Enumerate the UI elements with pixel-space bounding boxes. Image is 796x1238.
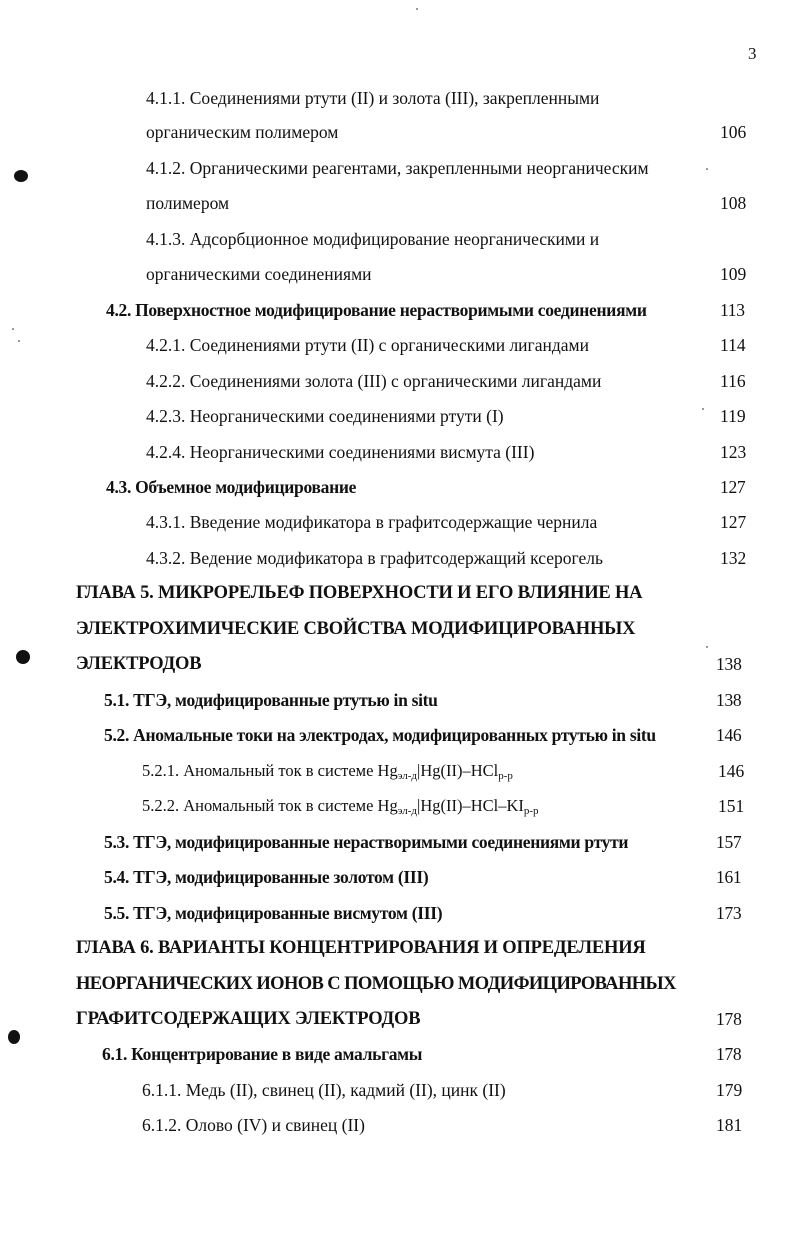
toc-chapter-title: ЭЛЕКТРОХИМИЧЕСКИЕ СВОЙСТВА МОДИФИЦИРОВАННЫХ [76,619,636,639]
page-number: 3 [748,44,757,63]
scan-speck [706,646,708,648]
toc-entry-title: органическими соединениями [146,264,372,284]
scan-speck [416,8,418,10]
toc-chapter-title: НЕОРГАНИЧЕСКИХ ИОНОВ С ПОМОЩЬЮ МОДИФИЦИРОВАННЫХ [76,974,676,994]
toc-entry-page: 157 [716,832,742,852]
toc-entry-title: 4.2. Поверхностное модифицирование нерастворимыми соединениями [106,300,647,320]
toc-entry-page: 114 [720,335,746,355]
toc-entry-title: 4.1.3. Адсорбционное модифицирование неорганическими и [146,229,600,249]
toc-entry-page: 138 [716,690,742,710]
toc-entry-title: 4.1.1. Соединениями ртути (II) и золота (III), закрепленными [146,88,600,108]
punch-hole-mark [16,650,30,664]
toc-entry-page: 123 [720,442,747,462]
scan-speck [18,340,20,342]
toc-entry-page: 151 [718,796,745,816]
toc-entry-title: 5.1. ТГЭ, модифицированные ртутью in situ [104,690,438,710]
toc-entry-title: 6.1.2. Олово (IV) и свинец (II) [142,1115,365,1135]
toc-entry-page: 138 [716,654,742,674]
punch-hole-mark [8,1030,20,1044]
scan-speck [12,328,14,330]
toc-chapter-title: ГРАФИТСОДЕРЖАЩИХ ЭЛЕКТРОДОВ [76,1009,421,1029]
toc-entry-title: 5.2.1. Аномальный ток в системе $Hg_{эл-д}|Hg(II)-HCl_{р-р}$ [142,761,513,782]
toc-entry-title: 6.1.1. Медь (II), свинец (II), кадмий (II), цинк (II) [142,1080,506,1100]
toc-entry-page: 146 [716,725,742,745]
toc-entry-title: 6.1. Концентрирование в виде амальгамы [102,1044,423,1064]
toc-entry-title: 4.2.3. Неорганическими соединениями ртути (I) [146,406,504,426]
toc-entry-title: 4.3. Объемное модифицирование [106,477,357,497]
toc-entry-page: 119 [720,406,746,426]
toc-entry-page: 179 [716,1080,743,1100]
toc-chapter-title: ЭЛЕКТРОДОВ [76,654,202,674]
toc-entry-title: органическим полимером [146,122,339,142]
toc-entry-page: 108 [720,193,747,213]
toc-entry-title: 5.4. ТГЭ, модифицированные золотом (III) [104,867,429,887]
toc-entry-title: 5.3. ТГЭ, модифицированные нерастворимыми соединениями ртути [104,832,629,852]
toc-entry-page: 127 [720,477,746,497]
toc-entry-title: 5.2.2. Аномальный ток в системе $Hg_{эл-д}|Hg(II)-HCl-KI_{р-р}$ [142,796,539,817]
toc-entry-title: 4.2.1. Соединениями ртути (II) с органическими лигандами [146,335,589,355]
toc-entry-title: полимером [146,193,230,213]
toc-entry-title: 4.2.4. Неорганическими соединениями висмута (III) [146,442,535,462]
toc-entry-page: 106 [720,122,747,142]
punch-hole-mark [14,170,28,182]
toc-entry-page: 132 [720,548,747,568]
toc-entry-page: 178 [716,1044,742,1064]
toc-entry-title: 5.2. Аномальные токи на электродах, модифицированных ртутью in situ [104,725,656,745]
toc-chapter-title: ГЛАВА 6. ВАРИАНТЫ КОНЦЕНТРИРОВАНИЯ И ОПРЕДЕЛЕНИЯ [76,938,646,958]
toc-entry-title: 4.2.2. Соединениями золота (III) с органическими лигандами [146,371,602,391]
toc-entry-title: 4.3.2. Ведение модификатора в графитсодержащий ксерогель [146,548,603,568]
toc-entry-page: 173 [716,903,742,923]
toc-entry-page: 181 [716,1115,743,1135]
toc-entry-title: 4.3.1. Введение модификатора в графитсодержащие чернила [146,512,598,532]
toc-entry-page: 113 [720,300,745,320]
toc-entry-page: 178 [716,1009,742,1029]
toc-entry-page: 109 [720,264,747,284]
toc-entry-page: 161 [716,867,742,887]
scan-speck [706,168,708,170]
toc-entry-page: 127 [720,512,747,532]
toc-entry-page: 116 [720,371,746,391]
scan-speck [702,408,704,410]
toc-chapter-title: ГЛАВА 5. МИКРОРЕЛЬЕФ ПОВЕРХНОСТИ И ЕГО ВЛИЯНИЕ НА [76,583,643,603]
toc-entry-title: 5.5. ТГЭ, модифицированные висмутом (III) [104,903,443,923]
toc-entry-title: 4.1.2. Органическими реагентами, закрепленными неорганическим [146,158,649,178]
toc-entry-page: 146 [718,761,745,781]
